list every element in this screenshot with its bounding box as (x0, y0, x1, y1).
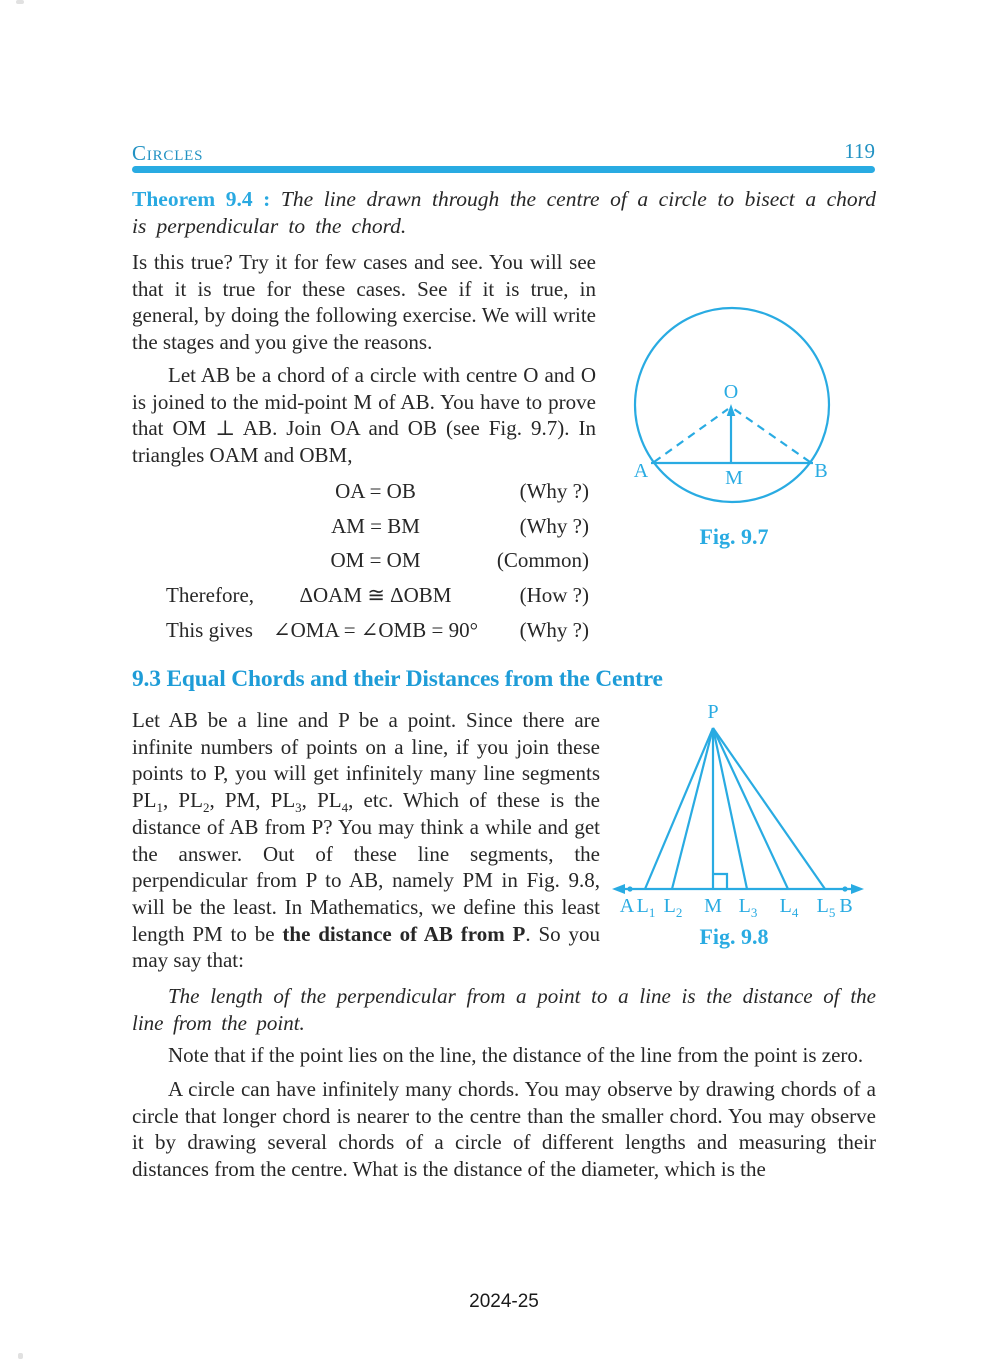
section-heading-9-3: 9.3 Equal Chords and their Distances from the Centre (132, 666, 663, 692)
equation-row (132, 543, 589, 578)
equation-prefix: Therefore, (166, 582, 255, 607)
dashed-OB-line (734, 409, 810, 462)
label-P: P (707, 701, 719, 723)
equation-row (132, 613, 589, 648)
theorem-label: Theorem 9.4 : (132, 187, 271, 211)
equation-main: OA = OB (335, 478, 416, 503)
label-B: B (814, 460, 828, 482)
paragraph-note: Note that if the point lies on the line, the distance of the line from the point is zero. (168, 1043, 864, 1067)
label-M: M (704, 895, 722, 917)
equation-reason: (Why ?) (519, 617, 589, 642)
footer-year: 2024-25 (469, 1291, 539, 1312)
label-L1: $L_1$ (636, 895, 656, 920)
label-L2: $L_2$ (663, 895, 683, 920)
equation-prefix: This gives (166, 617, 253, 642)
header-rule (132, 166, 875, 173)
scan-speck-top (16, 0, 24, 4)
proof-equations (132, 474, 589, 647)
equation-reason: (Common) (496, 548, 589, 573)
figure-9-7-caption: Fig. 9.7 (699, 524, 769, 549)
equation-main: AM = BM (331, 513, 420, 538)
arrowhead-right (851, 884, 864, 894)
equation-reason: (Why ?) (519, 478, 589, 503)
equation-reason: (Why ?) (519, 513, 589, 538)
equation-reason: (How ?) (519, 582, 589, 607)
point-B-dot (842, 886, 847, 891)
figure-9-8 (606, 698, 871, 953)
paragraph-principle: The length of the perpendicular from a point to a line is the distance of the line from the point. (132, 984, 876, 1035)
point-A-dot (627, 886, 632, 891)
page-number: 119 (844, 139, 875, 163)
running-head-title: Circles (132, 141, 204, 165)
equation-row (132, 474, 589, 509)
equation-main: OM = OM (330, 548, 421, 573)
equation-main: ∠OMA = ∠OMB = 90° (273, 617, 478, 642)
label-A: A (619, 895, 635, 917)
right-angle-mark (713, 874, 727, 889)
figure-9-8-drawing (606, 698, 871, 953)
theorem-9-4 (132, 186, 876, 240)
paragraph-distance: Let AB be a line and P be a point. Since there are infinite numbers of points on a line, if you join these points to P, you will get infinitely many line segments $PL_1$, $PL_2$, PM, $PL_3$, $PL_4$, etc. Which of these is the distance of AB from P? You may think a while and get the answer. Out of these line segments, the perpendicular from P to AB, namely PM in Fig. 9.8, will be the least. In Mathematics, we define this least length PM to be the distance of AB from P. So you may say that: (132, 708, 600, 973)
label-L3: $L_3$ (738, 895, 758, 920)
figure-9-7-drawing (612, 292, 892, 562)
figure-9-8-caption: Fig. 9.8 (699, 924, 769, 949)
label-O: O (723, 381, 739, 403)
paragraph-intro: Is this true? Try it for few cases and see. You will see that it is true for these cases. See if it is true, in general, by doing the following exercise. We will write the stages and you give the reasons. (132, 250, 596, 355)
label-B: B (839, 895, 853, 917)
equation-row (132, 578, 589, 613)
label-M: M (725, 467, 743, 489)
arrowhead-left (612, 884, 625, 894)
paragraph-setup: Let AB be a chord of a circle with centre O and O is joined to the mid-point M of AB. You have to prove that OM ⊥ AB. Join OA and OB (see Fig. 9.7). In triangles OAM and OBM, (132, 363, 596, 468)
equation-main: ΔOAM ≅ ΔOBM (299, 582, 452, 607)
scan-speck-bottom (18, 1353, 23, 1359)
equation-row (132, 509, 589, 544)
label-L5: $L_5$ (816, 895, 836, 920)
dashed-OA-line (654, 409, 728, 462)
figure-9-7 (612, 292, 892, 562)
label-A: A (633, 460, 649, 482)
label-L4: $L_4$ (779, 895, 799, 920)
segment-PL4 (713, 728, 788, 889)
paragraph-chords: A circle can have infinitely many chords. You may observe by drawing chords of a circle that longer chord is nearer to the centre than the smaller chord. You may observe it by drawing several chords of a circle of different lengths and measuring their distances from the centre. What is the distance of the diameter, which is the (132, 1077, 876, 1182)
theorem-statement: The line drawn through the centre of a circle to bisect a chord is perpendicular to the chord. (132, 187, 876, 238)
